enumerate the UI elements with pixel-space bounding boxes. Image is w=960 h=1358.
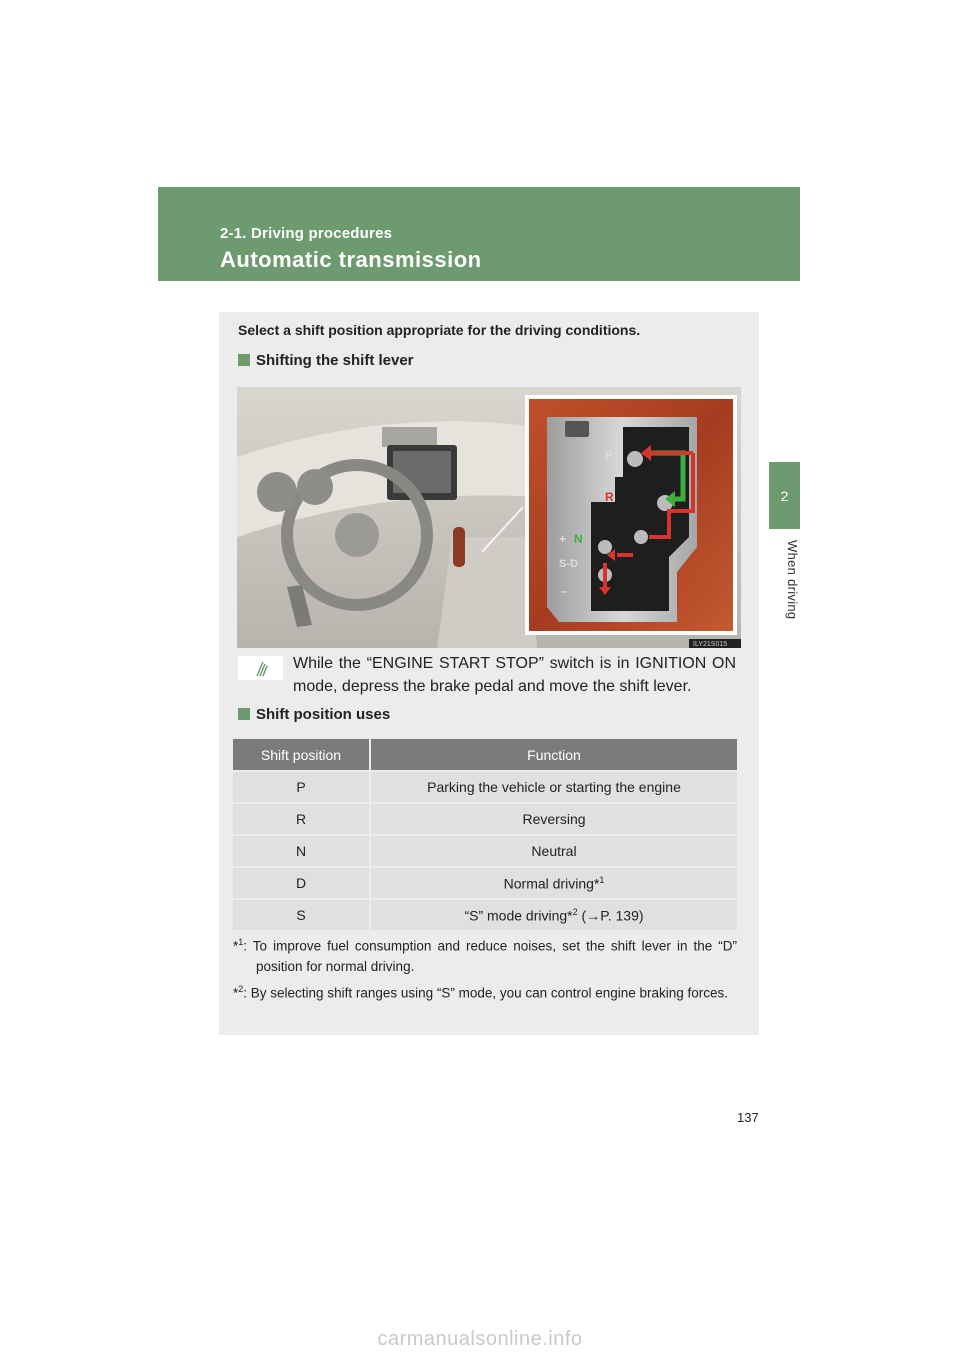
footnote-ref: 1: [599, 874, 605, 885]
header-function: Function: [371, 739, 737, 770]
steering-hub: [335, 513, 379, 557]
table-row: [233, 770, 737, 802]
gate-label-minus: –: [561, 584, 568, 598]
instruction-note: While the “ENGINE START STOP” switch is in IGNITION ON mode, depress the brake pedal and move the shift lever.: [293, 655, 736, 695]
center-console: [437, 537, 537, 648]
gauge-left: [257, 472, 297, 512]
table-row: [233, 802, 737, 834]
shift-lock-release: [565, 421, 589, 437]
cell-function: Reversing: [371, 802, 737, 834]
cell-position: P: [233, 770, 371, 802]
bullet-square-icon: [238, 354, 250, 366]
note-icon-box: [238, 656, 283, 680]
gate-label-n: N: [574, 532, 583, 546]
page-number: 137: [737, 1110, 759, 1125]
bullet-square-icon: [238, 708, 250, 720]
shift-position-table: [233, 739, 737, 930]
table-row: [233, 834, 737, 866]
cell-position: S: [233, 898, 371, 930]
gate-knob-d: [598, 540, 612, 554]
footnote-ref: 2: [572, 906, 578, 917]
cell-function: “S” mode driving*$^2$ (→P. 139): [371, 898, 737, 930]
air-vent: [382, 427, 437, 447]
gate-label-sd: S-D: [559, 558, 578, 570]
shift-lever-illustration: [237, 387, 741, 648]
gate-knob-n: [634, 530, 648, 544]
cell-position: D: [233, 866, 371, 898]
cell-position: N: [233, 834, 371, 866]
cell-function: Normal driving*$^1$: [371, 866, 737, 898]
cell-position: R: [233, 802, 371, 834]
illustration-svg: [237, 387, 741, 648]
chapter-number: 2: [780, 487, 789, 504]
page-title: Automatic transmission: [220, 247, 482, 272]
chapter-header: [158, 187, 800, 281]
watermark: carmanualsonline.info: [377, 1328, 583, 1350]
gauge-right: [297, 469, 333, 505]
figure-code: ILY21S015: [693, 641, 728, 648]
cell-function: Parking the vehicle or starting the engine: [371, 770, 737, 802]
intro-text: Select a shift position appropriate for the driving conditions.: [238, 322, 641, 338]
subhead-shifting: Shifting the shift lever: [238, 352, 414, 369]
table-row: [233, 898, 737, 930]
subhead-uses: Shift position uses: [238, 706, 390, 723]
section-label: 2-1. Driving procedures: [220, 225, 393, 242]
brake-pedal-icon: [251, 658, 271, 678]
table-row: [233, 866, 737, 898]
chapter-tab[interactable]: [769, 462, 800, 529]
page-reference-link[interactable]: (→P. 139): [577, 907, 644, 924]
gate-label-p: P: [605, 448, 614, 462]
gate-label-r: R: [605, 490, 614, 504]
table-header-row: [233, 739, 737, 770]
gate-label-plus: +: [559, 532, 567, 546]
cell-function: Neutral: [371, 834, 737, 866]
header-shift-position: Shift position: [233, 739, 371, 770]
footnote-1: *$^1$: To improve fuel consumption and reduce noises, set the shift lever in the “D” position for normal driving.: [233, 937, 737, 974]
shift-knob: [453, 527, 465, 567]
footnote-2: *$^2$: By selecting shift ranges using “S” mode, you can control engine braking forces.: [233, 984, 729, 1001]
chapter-tab-label: When driving: [785, 540, 800, 620]
gate-knob-p: [627, 451, 643, 467]
